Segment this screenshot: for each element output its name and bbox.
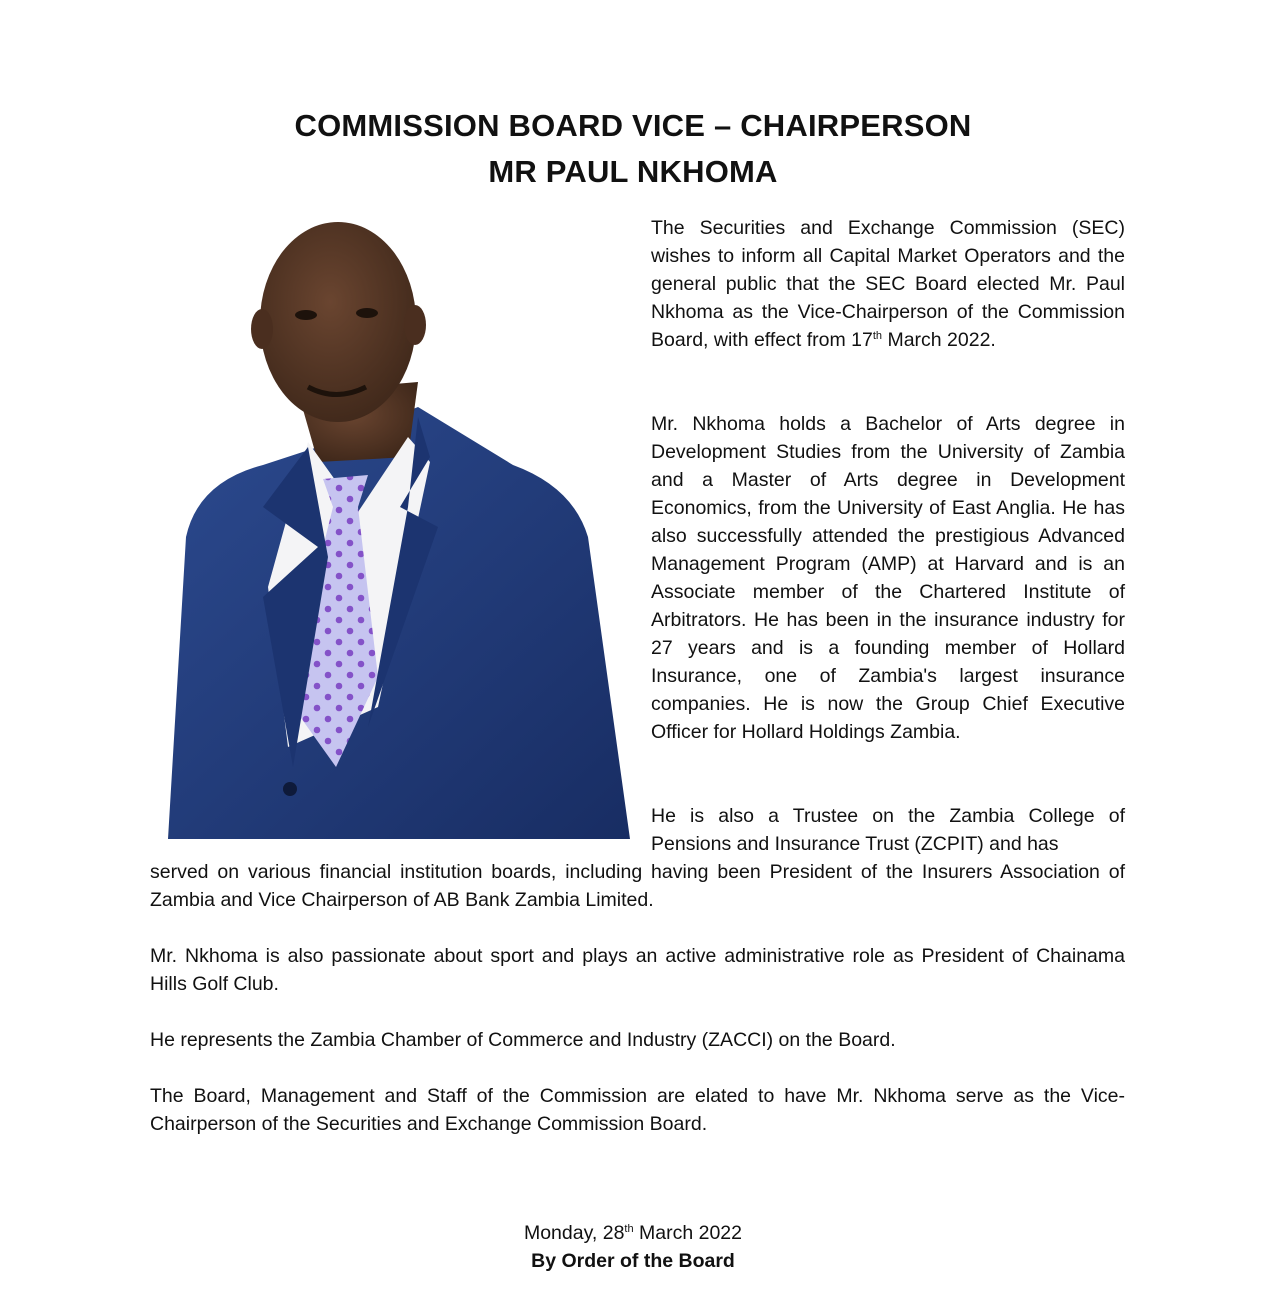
date-text-end: March 2022 — [633, 1222, 743, 1244]
release-date — [0, 1222, 1266, 1245]
closing-paragraph: The Board, Management and Staff of the Commission are elated to have Mr. Nkhoma serve as the Vice-Chairperson of the Securities and Exchange Commission Board. — [150, 1085, 1125, 1135]
intro-text-end: March 2022. — [882, 329, 996, 351]
signoff: By Order of the Board — [531, 1250, 735, 1272]
intro-paragraph — [651, 214, 1125, 354]
ordinal-suffix: th — [872, 330, 883, 342]
date-text: Monday, 28 — [523, 1222, 625, 1244]
date-ordinal-suffix: th — [624, 1223, 634, 1235]
trustee-paragraph-start: He is also a Trustee on the Zambia College of Pensions and Insurance Trust (ZCPIT) and has — [651, 805, 1125, 855]
page-subtitle-name: MR PAUL NKHOMA — [488, 154, 778, 189]
trustee-paragraph-end: served on various financial institution boards, including having been President of the Insurers Association of Zambia and Vice Chairperson of AB Bank Zambia Limited. — [150, 861, 1125, 911]
portrait-photo — [168, 207, 630, 839]
sport-paragraph: Mr. Nkhoma is also passionate about sport and plays an active administrative role as President of Chainama Hills Golf Club. — [150, 945, 1125, 995]
intro-text: The Securities and Exchange Commission (SEC) wishes to inform all Capital Market Operators and the general public that the SEC Board elected Mr. Paul Nkhoma as the Vice-Chairperson of the Commission Board, with effect from 17 — [651, 217, 1125, 351]
education-paragraph: Mr. Nkhoma holds a Bachelor of Arts degree in Development Studies from the University of Zambia and a Master of Arts degree in Development Economics, from the University of East Anglia. He has also successfully attended the prestigious Advanced Management Program (AMP) at Harvard and is an Associate member of the Chartered Institute of Arbitrators. He has been in the insurance industry for 27 years and is a founding member of Hollard Insurance, one of Zambia's largest insurance companies. He is now the Group Chief Executive Officer for Hollard Holdings Zambia. — [651, 413, 1125, 743]
zacci-paragraph: He represents the Zambia Chamber of Commerce and Industry (ZACCI) on the Board. — [150, 1029, 896, 1051]
page-title: COMMISSION BOARD VICE – CHAIRPERSON — [294, 108, 972, 143]
